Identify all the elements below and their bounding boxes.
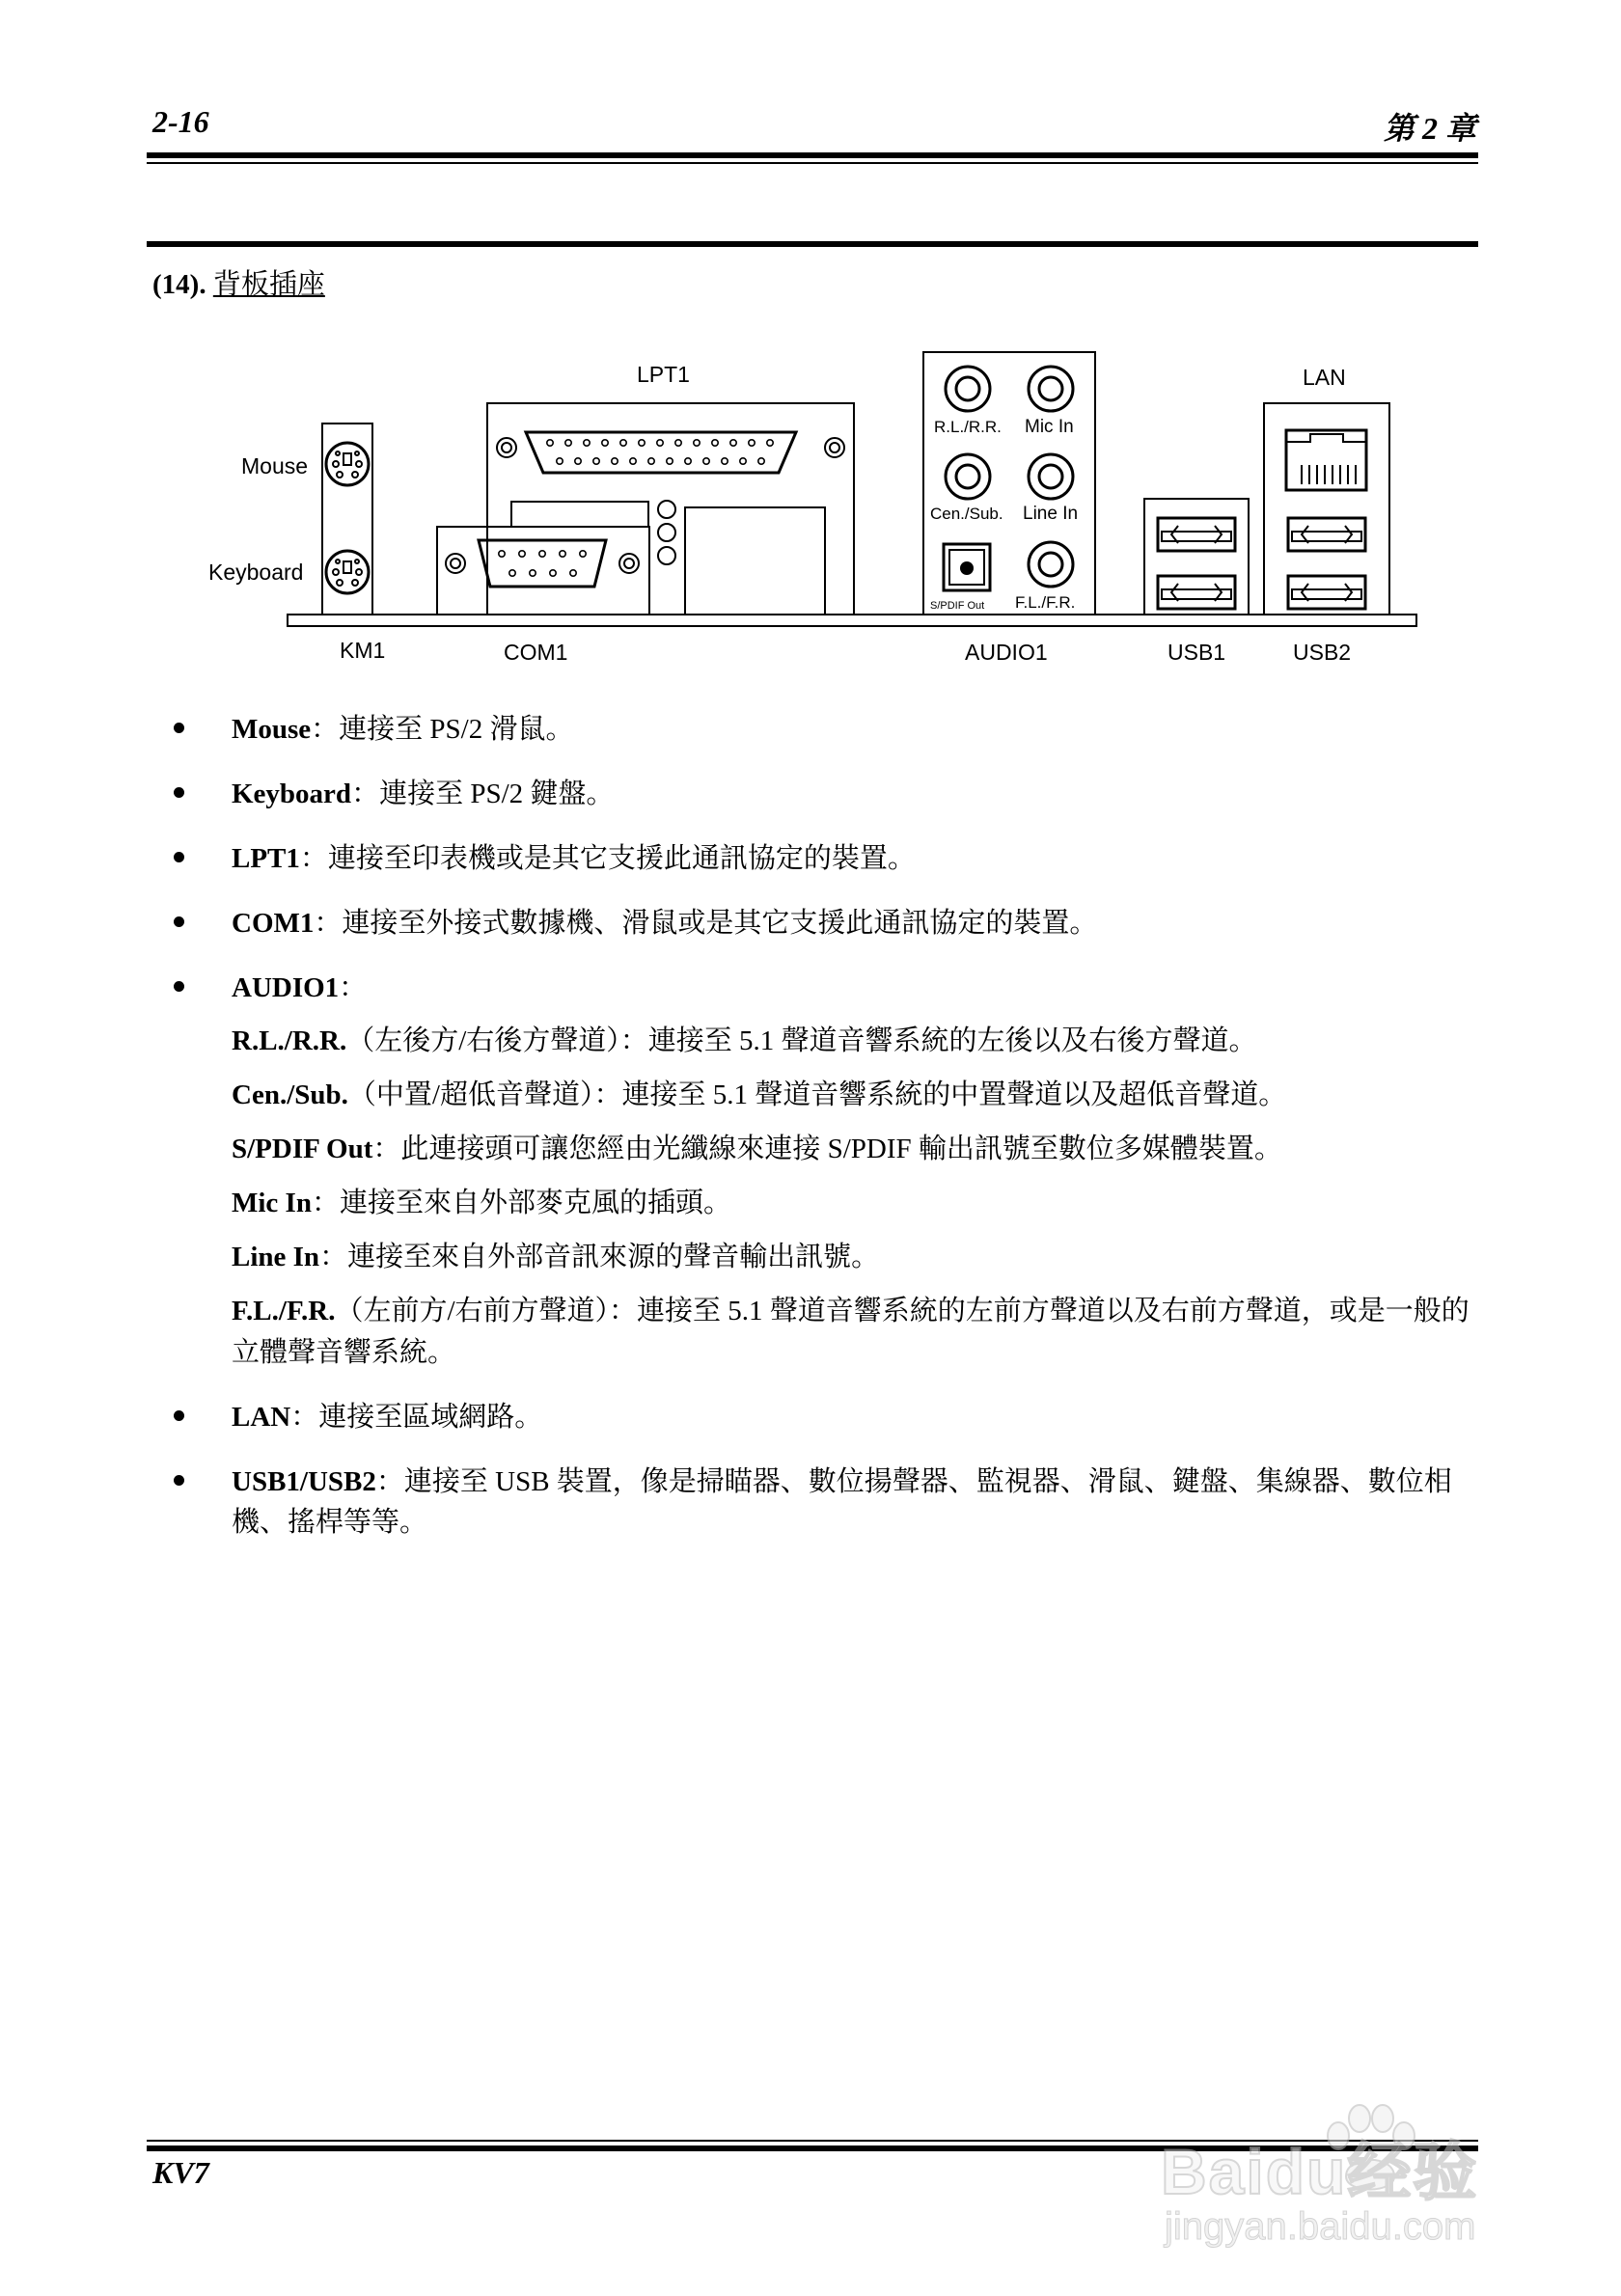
label-km1: KM1 — [340, 638, 386, 663]
section-rule — [147, 241, 1478, 247]
usb1-block — [1144, 499, 1249, 615]
bullet-icon — [174, 1475, 184, 1486]
sub-desc: ：此連接頭可讓您經由光纖線來連接 S/PDIF 輸出訊號至數位多媒體裝置。 — [372, 1134, 1282, 1165]
audio-sub-item — [232, 1021, 1486, 1061]
sub-desc: （中置/超低音聲道）：連接至 5.1 聲道音響系統的中置聲道以及超低音聲道。 — [347, 1080, 1287, 1111]
item-term: COM1 — [232, 908, 315, 940]
audio-sub-item — [232, 1075, 1486, 1115]
label-spdif-out: S/PDIF Out — [930, 600, 985, 612]
bullet-icon — [174, 916, 184, 927]
sub-desc: （左前方/右前方聲道）：連接至 5.1 聲道音響系統的左前方聲道以及右前方聲道，或是一般的立體聲音響系統。 — [232, 1296, 1470, 1368]
sub-desc: （左後方/右後方聲道）：連接至 5.1 聲道音響系統的左後以及右後方聲道。 — [346, 1025, 1257, 1057]
bullet-icon — [174, 723, 184, 733]
sub-term: Mic In — [232, 1188, 312, 1219]
list-item-usb — [174, 1462, 1486, 1543]
lpt-com-block — [487, 403, 854, 615]
audio-sub-item — [232, 1237, 1486, 1277]
audio-sub-list — [232, 1021, 1486, 1372]
list-item-audio1 — [174, 968, 1486, 1372]
label-lpt1: LPT1 — [637, 362, 690, 387]
label-com1: COM1 — [504, 640, 568, 665]
list-item-lpt1 — [174, 838, 1486, 879]
bullet-icon — [174, 981, 184, 992]
back-panel-diagram — [193, 347, 1447, 675]
section-title — [152, 262, 325, 302]
header-rule-thin — [147, 162, 1478, 164]
watermark-url: jingyan.baidu.com — [1165, 2205, 1476, 2248]
panel-baseline — [288, 615, 1416, 626]
bullet-icon — [174, 852, 184, 862]
header-rule-thick — [147, 152, 1478, 158]
sub-term: Cen./Sub. — [232, 1080, 348, 1111]
label-keyboard: Keyboard — [208, 560, 304, 585]
item-desc: ：連接至 USB 裝置，像是掃瞄器、數位揚聲器、監視器、滑鼠、鍵盤、集線器、數位相機、搖桿等等。 — [232, 1465, 1452, 1538]
sub-desc: ：連接至來自外部麥克風的插頭。 — [311, 1188, 731, 1219]
label-mic-in: Mic In — [1025, 417, 1074, 437]
fl-fr-jack — [1029, 542, 1073, 587]
label-audio1: AUDIO1 — [965, 640, 1048, 665]
com1-port-icon — [446, 540, 639, 587]
item-term: USB1/USB2 — [232, 1465, 376, 1497]
item-term: Mouse — [232, 714, 312, 745]
usb2-port-bottom — [1288, 576, 1365, 609]
audio-sub-item — [232, 1291, 1486, 1372]
label-usb1: USB1 — [1168, 640, 1226, 665]
item-term: LAN — [232, 1401, 291, 1433]
lpt1-port-icon — [497, 432, 844, 473]
mouse-port-icon — [326, 443, 369, 485]
item-term: AUDIO1 — [232, 972, 340, 1004]
label-fl-fr: F.L./F.R. — [1015, 593, 1076, 612]
sub-term: F.L./F.R. — [232, 1296, 336, 1327]
item-term: Keyboard — [232, 779, 352, 810]
mic-in-jack — [1029, 367, 1073, 411]
footer-model: KV7 — [152, 2155, 209, 2190]
label-usb2: USB2 — [1293, 640, 1352, 665]
spdif-core-icon — [960, 561, 974, 575]
indicator-leds — [658, 501, 675, 564]
label-lan: LAN — [1303, 365, 1346, 390]
list-item-com1 — [174, 903, 1486, 943]
item-desc: ： — [339, 972, 368, 1004]
list-item-mouse — [174, 709, 1486, 750]
baidu-watermark — [1143, 2101, 1529, 2265]
item-desc: ：連接至區域網路。 — [290, 1401, 543, 1433]
sub-term: Line In — [232, 1242, 320, 1273]
list-item-lan — [174, 1397, 1486, 1437]
label-mouse: Mouse — [241, 453, 309, 478]
section-heading: 背板插座 — [212, 269, 325, 300]
watermark-brand: Baidu经验 — [1161, 2136, 1479, 2207]
item-desc: ：連接至印表機或是其它支援此通訊協定的裝置。 — [299, 843, 916, 875]
audio-sub-item — [232, 1129, 1486, 1169]
keyboard-port-icon — [326, 551, 369, 593]
section-number: (14). — [152, 269, 206, 300]
cen-sub-jack — [946, 454, 990, 499]
connector-description-list — [174, 709, 1486, 1567]
bullet-icon — [174, 787, 184, 798]
item-desc: ：連接至 PS/2 滑鼠。 — [311, 714, 574, 745]
sub-term: R.L./R.R. — [232, 1025, 347, 1057]
usb1-port-bottom — [1158, 576, 1235, 609]
sub-desc: ：連接至來自外部音訊來源的聲音輸出訊號。 — [319, 1242, 880, 1273]
list-item-keyboard — [174, 774, 1486, 814]
label-rl-rr: R.L./R.R. — [934, 418, 1002, 436]
label-cen-sub: Cen./Sub. — [930, 505, 1003, 523]
sub-term: S/PDIF Out — [232, 1134, 373, 1165]
item-desc: ：連接至外接式數據機、滑鼠或是其它支援此通訊協定的裝置。 — [314, 908, 1098, 940]
rl-rr-jack — [946, 367, 990, 411]
usb2-port-top — [1288, 518, 1365, 551]
blank-plate — [685, 507, 825, 615]
lan-port-icon — [1286, 430, 1366, 490]
line-in-jack — [1029, 454, 1073, 499]
page-number: 2-16 — [152, 104, 209, 139]
label-line-in: Line In — [1023, 504, 1079, 524]
usb1-port-top — [1158, 518, 1235, 551]
audio-sub-item — [232, 1183, 1486, 1223]
item-term: LPT1 — [232, 843, 300, 875]
chapter-label: 第 2 章 — [1383, 111, 1476, 146]
bullet-icon — [174, 1410, 184, 1421]
item-desc: ：連接至 PS/2 鍵盤。 — [351, 779, 615, 810]
